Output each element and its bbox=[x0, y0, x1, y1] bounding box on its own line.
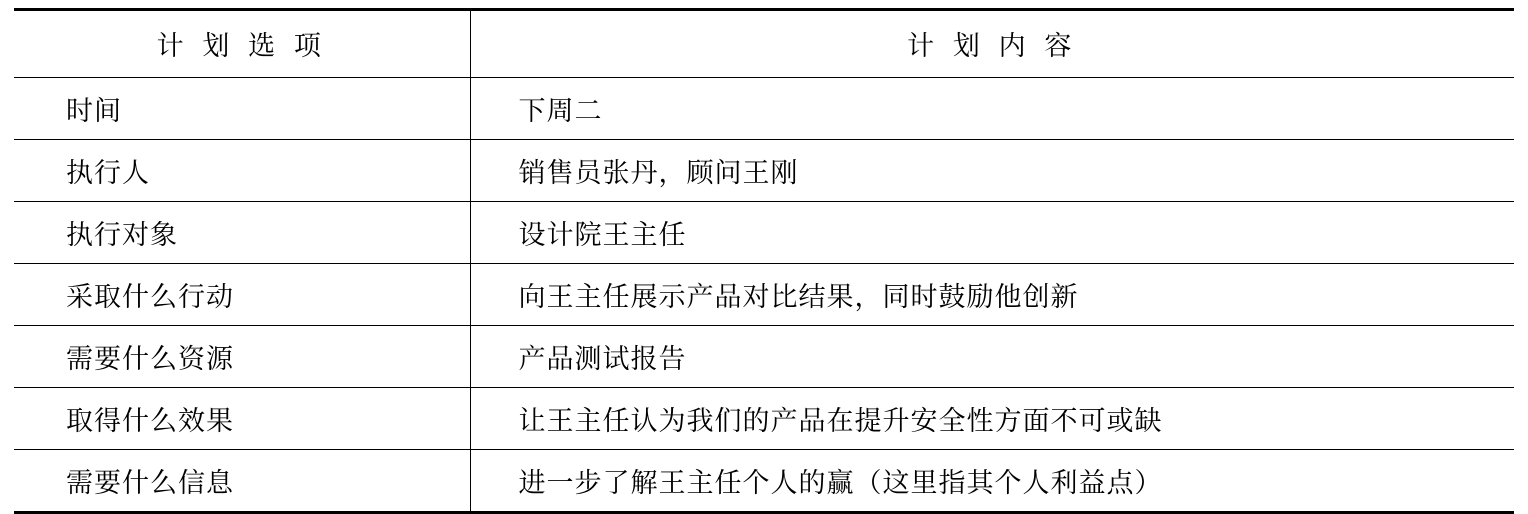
table-body bbox=[14, 78, 1514, 513]
cell-option: 采取什么行动 bbox=[14, 264, 470, 326]
table-row bbox=[14, 388, 1514, 450]
cell-option: 执行对象 bbox=[14, 202, 470, 264]
cell-option: 取得什么效果 bbox=[14, 388, 470, 450]
table-row bbox=[14, 450, 1514, 513]
cell-option: 需要什么信息 bbox=[14, 450, 470, 513]
table-row bbox=[14, 140, 1514, 202]
cell-option: 时间 bbox=[14, 78, 470, 140]
cell-content: 下周二 bbox=[470, 78, 1514, 140]
column-header-option: 计 划 选 项 bbox=[14, 10, 470, 78]
document-page bbox=[0, 8, 1528, 505]
cell-content: 进一步了解王主任个人的赢（这里指其个人利益点） bbox=[470, 450, 1514, 513]
table-row bbox=[14, 264, 1514, 326]
cell-content: 产品测试报告 bbox=[470, 326, 1514, 388]
table-row bbox=[14, 78, 1514, 140]
table-header-row bbox=[14, 10, 1514, 78]
table-row bbox=[14, 326, 1514, 388]
cell-content: 让王主任认为我们的产品在提升安全性方面不可或缺 bbox=[470, 388, 1514, 450]
plan-table bbox=[14, 8, 1514, 514]
cell-option: 执行人 bbox=[14, 140, 470, 202]
cell-content: 销售员张丹，顾问王刚 bbox=[470, 140, 1514, 202]
cell-option: 需要什么资源 bbox=[14, 326, 470, 388]
table-row bbox=[14, 202, 1514, 264]
table-header bbox=[14, 10, 1514, 78]
column-header-content: 计 划 内 容 bbox=[470, 10, 1514, 78]
cell-content: 向王主任展示产品对比结果，同时鼓励他创新 bbox=[470, 264, 1514, 326]
cell-content: 设计院王主任 bbox=[470, 202, 1514, 264]
